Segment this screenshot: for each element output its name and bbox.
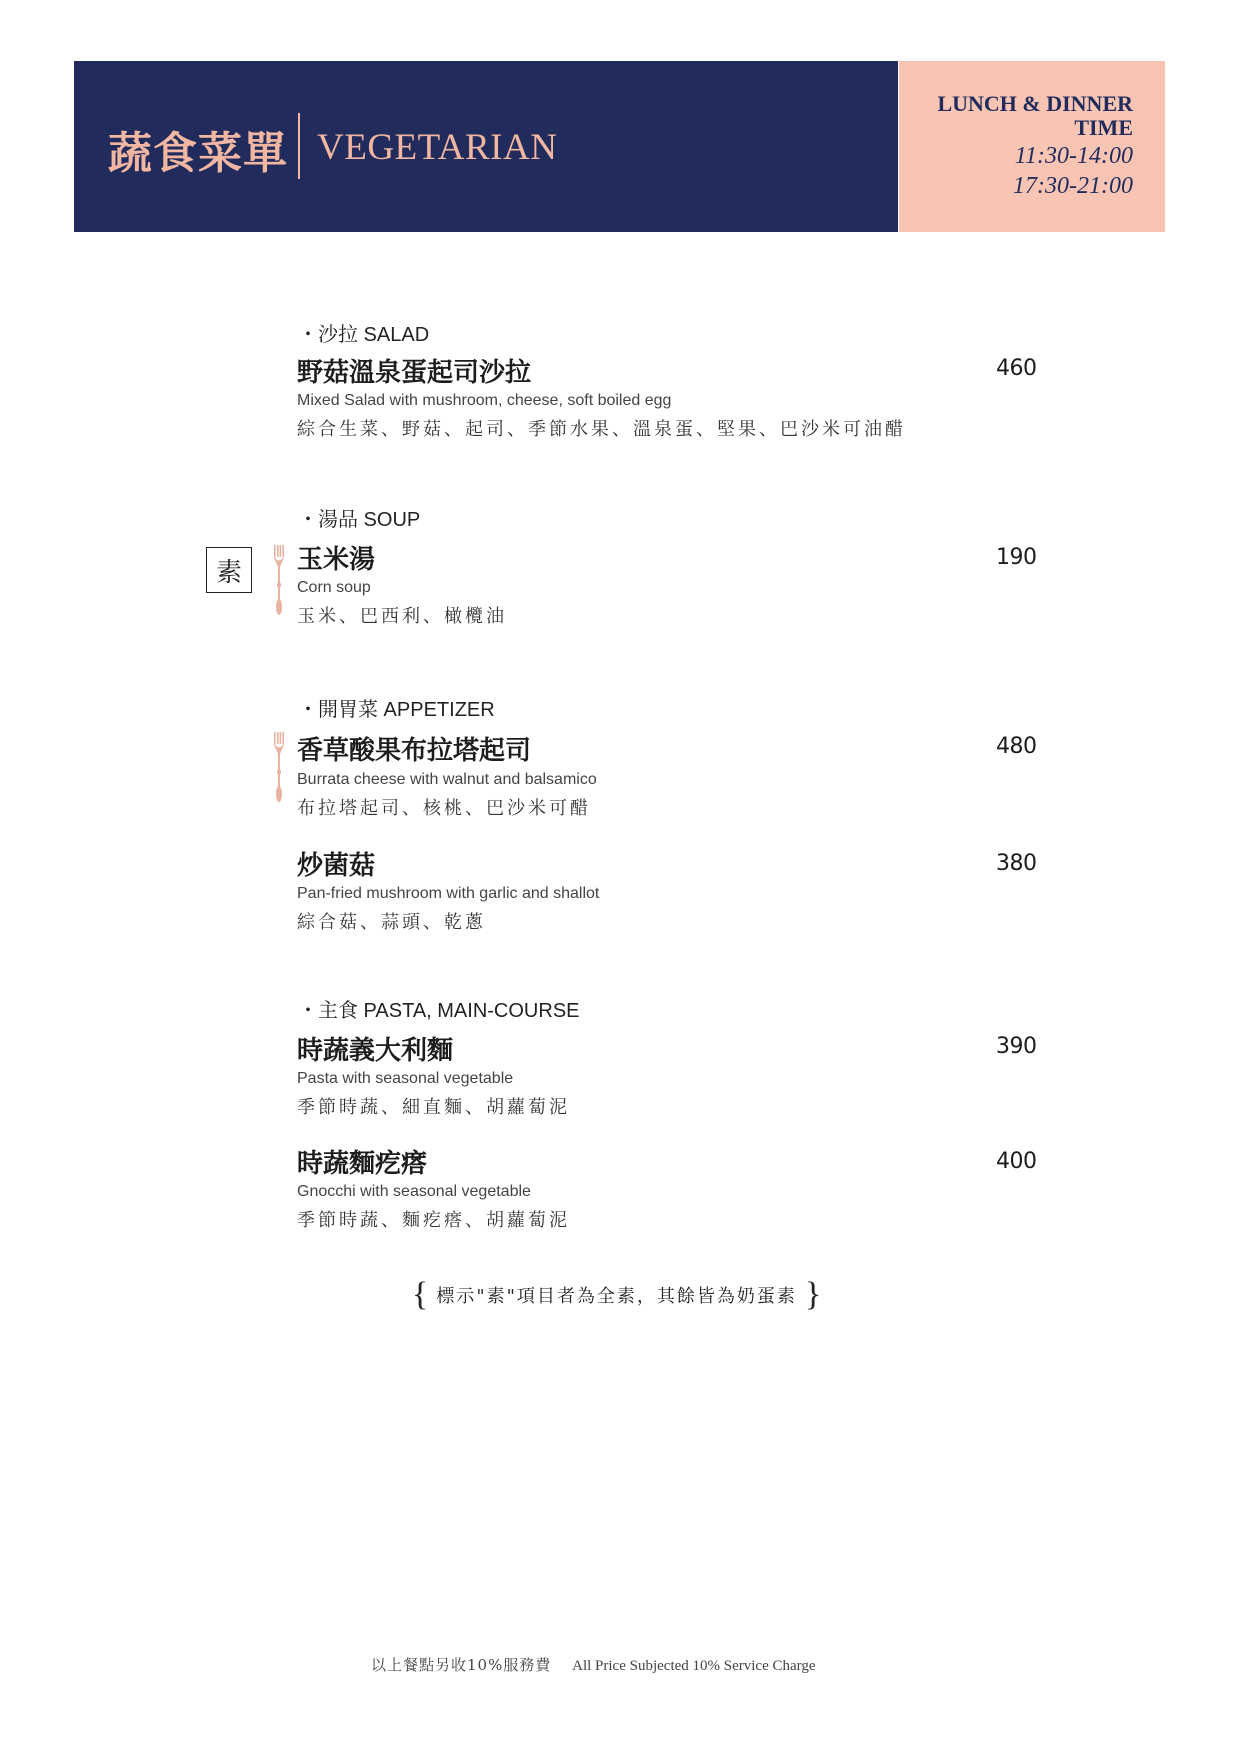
dish-english-name: Pan-fried mushroom with garlic and shallot [297, 885, 600, 902]
dish-english-name: Gnocchi with seasonal vegetable [297, 1183, 531, 1200]
dish-price: 390 [996, 1034, 1037, 1059]
hours-label [937, 92, 1133, 140]
page-title-zh: 蔬食菜單 [108, 128, 288, 179]
vegan-badge: 素 [206, 547, 252, 593]
dish-english-name: Corn soup [297, 579, 371, 596]
dinner-hours: 17:30-21:00 [1013, 173, 1133, 199]
lunch-hours: 11:30-14:00 [1014, 143, 1133, 169]
section-heading-appetizer: ・開胃菜 APPETIZER [298, 699, 495, 721]
dish-name: 時蔬義大利麵 [297, 1036, 454, 1066]
footer-zh: 以上餐點另收10%服務費 [371, 1656, 552, 1674]
dish-name: 炒菌菇 [297, 851, 376, 881]
dish-ingredients: 季節時蔬、麵疙瘩、胡蘿蔔泥 [297, 1210, 570, 1231]
page-title-en: VEGETARIAN [317, 127, 558, 168]
section-heading-soup: ・湯品 SOUP [298, 509, 421, 531]
dish-name: 時蔬麵疙瘩 [297, 1149, 428, 1179]
section-heading-salad: ・沙拉 SALAD [298, 324, 430, 346]
dish-price: 190 [996, 545, 1037, 570]
hours-label-line1: LUNCH & DINNER [937, 91, 1133, 116]
note-text: 標示"素"項目者為全素，其餘皆為奶蛋素 [436, 1286, 797, 1307]
dish-price: 460 [996, 356, 1037, 381]
dish-ingredients: 玉米、巴西利、橄欖油 [297, 606, 507, 627]
dish-price: 380 [996, 851, 1037, 876]
hours-label-line2: TIME [1074, 115, 1133, 140]
dish-english-name: Burrata cheese with walnut and balsamico [297, 771, 597, 788]
service-charge-footer [371, 1654, 816, 1675]
dish-name: 野菇溫泉蛋起司沙拉 [297, 358, 532, 388]
section-heading-main: ・主食 PASTA, MAIN-COURSE [298, 1000, 580, 1022]
title-divider [298, 113, 300, 179]
dish-ingredients: 季節時蔬、細直麵、胡蘿蔔泥 [297, 1097, 570, 1118]
dish-english-name: Pasta with seasonal vegetable [297, 1070, 514, 1087]
dish-ingredients: 綜合菇、蒜頭、乾蔥 [297, 912, 486, 933]
note-close-brace: } [804, 1276, 822, 1313]
dish-name: 玉米湯 [297, 545, 376, 575]
dish-ingredients: 布拉塔起司、核桃、巴沙米可醋 [297, 798, 591, 819]
dish-price: 480 [996, 734, 1037, 759]
footer-en: All Price Subjected 10% Service Charge [572, 1658, 816, 1674]
fork-icon [273, 732, 285, 804]
vegan-note [412, 1278, 821, 1312]
fork-icon [273, 545, 285, 617]
dish-name: 香草酸果布拉塔起司 [297, 736, 532, 766]
dish-english-name: Mixed Salad with mushroom, cheese, soft boiled egg [297, 392, 672, 409]
note-open-brace: { [412, 1276, 429, 1313]
dish-ingredients: 綜合生菜、野菇、起司、季節水果、溫泉蛋、堅果、巴沙米可油醋 [297, 419, 906, 440]
dish-price: 400 [996, 1149, 1037, 1174]
